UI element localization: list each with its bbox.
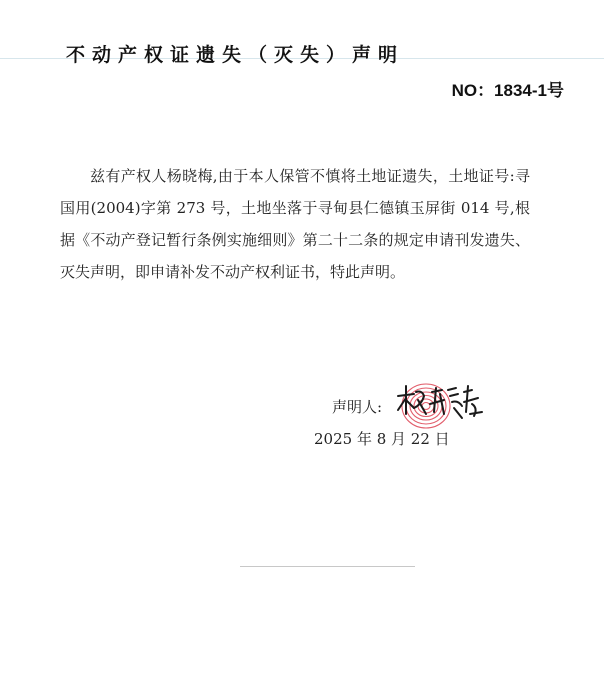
document-number: NO：1834-1号: [451, 81, 564, 100]
divider-rule: [240, 566, 415, 567]
statement-paragraph: 兹有产权人杨晓梅,由于本人保管不慎将土地证遗失，土地证号:寻国用(2004)字第 273 号，土地坐落于寻甸县仁德镇玉屏街 014 号,根据《不动产登记暂行条例实施细则》第二十二条的规定申请刊发遗失、灭失声明，即申请补发不动产权利证书，特此声明。: [60, 167, 530, 281]
statement-date: 2025 年 8 月 22 日: [314, 430, 450, 448]
statement-body: [60, 160, 530, 288]
declarant-label: 声明人:: [332, 398, 383, 416]
document-title: 不动产权证遗失（灭失）声明: [66, 44, 405, 66]
